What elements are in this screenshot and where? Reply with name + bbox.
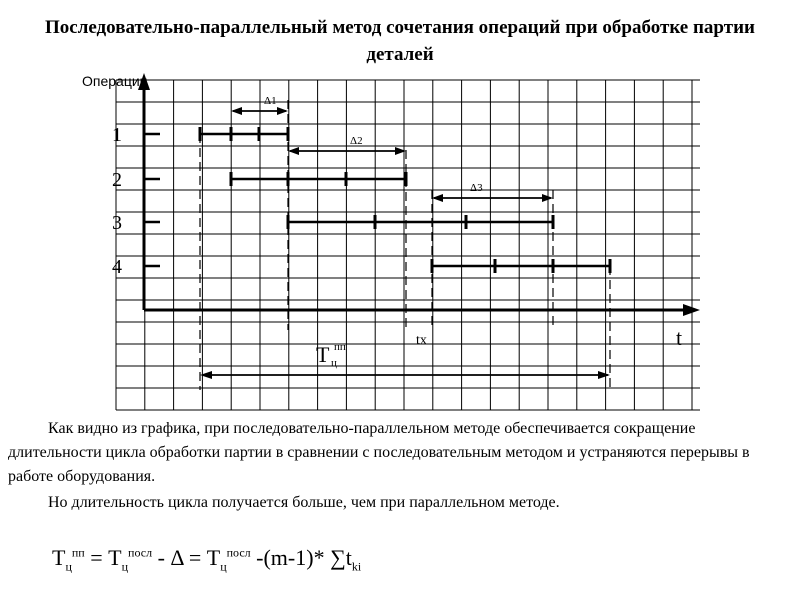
delta-2-label: Δ2 bbox=[350, 135, 363, 147]
formula-t2: Т bbox=[108, 545, 122, 570]
formula-sup-posl2: посл bbox=[226, 545, 251, 560]
formula-sup-pp: пп bbox=[71, 545, 85, 560]
explanation-paragraph: Как видно из графика, при последовательно-параллельном методе обеспечивается сокращение длительности цикла обработки партии в сравнении с последовательным методом и устраняются перерывы в работе оборудования. bbox=[8, 420, 750, 485]
operation-label-4: 4 bbox=[112, 256, 122, 278]
tx-label: tx bbox=[416, 333, 427, 348]
operation-bar-2 bbox=[231, 172, 406, 186]
cycle-time-symbol: Т bbox=[316, 342, 330, 367]
formula-sum: -(m-1)* ∑t bbox=[250, 545, 352, 570]
operation-bar-1 bbox=[200, 127, 288, 141]
cycle-formula bbox=[52, 545, 361, 574]
y-ticks bbox=[144, 134, 160, 266]
cycle-time-label bbox=[316, 341, 346, 369]
formula-t1: Т bbox=[52, 545, 66, 570]
grid bbox=[116, 80, 700, 410]
cycle-time-subscript: ц bbox=[331, 357, 337, 369]
operation-bar-4 bbox=[432, 259, 610, 273]
formula-sub2: ц bbox=[121, 559, 129, 574]
formula-equals: = bbox=[84, 545, 109, 570]
delta-3-label: Δ3 bbox=[470, 182, 483, 194]
cycle-time-superscript: пп bbox=[334, 341, 346, 353]
conclusion-paragraph: Но длительность цикла получается больше, чем при параллельном методе. bbox=[48, 494, 560, 511]
y-axis-label: Операции bbox=[82, 73, 148, 89]
formula-sub1: ц bbox=[65, 559, 72, 574]
operation-label-3: 3 bbox=[112, 212, 122, 234]
formula-sub3: ц bbox=[220, 559, 227, 574]
delta-1-label: Δ1 bbox=[264, 95, 277, 107]
operation-bar-3 bbox=[288, 215, 553, 229]
formula-sup-posl1: посл bbox=[128, 545, 153, 560]
x-axis-label: t bbox=[676, 325, 683, 350]
formula-sub-ki: ki bbox=[351, 559, 362, 574]
slide-title: Последовательно-параллельный метод сочетания операций при обработке партии деталей bbox=[45, 17, 755, 65]
formula-t3: Т bbox=[206, 545, 221, 570]
y-axis bbox=[138, 73, 150, 310]
operation-label-1: 1 bbox=[112, 124, 122, 146]
delta-2 bbox=[288, 147, 406, 155]
x-axis bbox=[144, 304, 700, 316]
delta-3 bbox=[432, 194, 553, 202]
operation-label-2: 2 bbox=[112, 169, 122, 191]
formula-minus-delta: - Δ = bbox=[152, 545, 207, 570]
